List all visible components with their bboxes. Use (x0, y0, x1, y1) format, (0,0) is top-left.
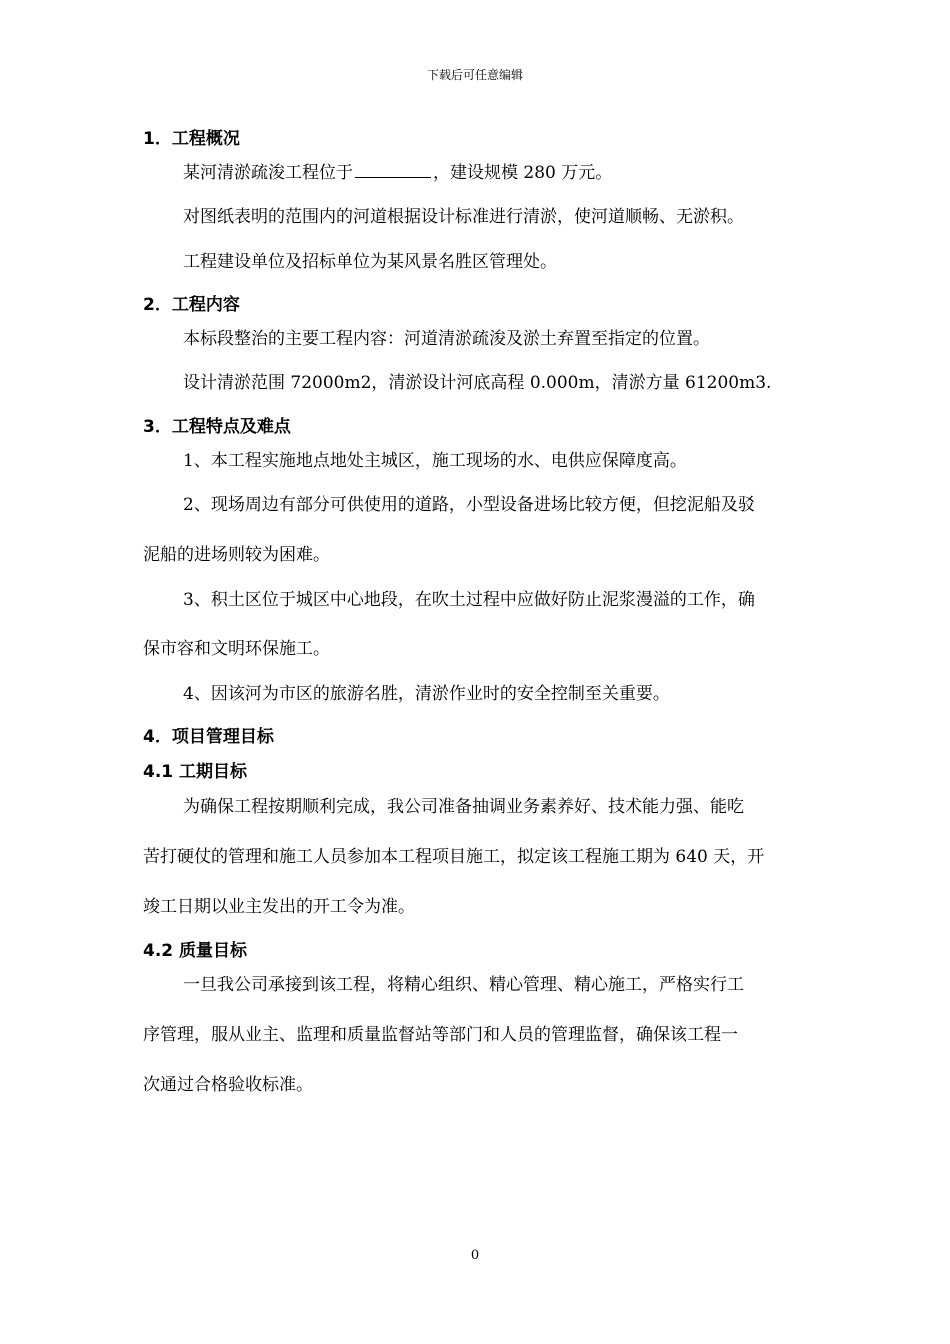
list-item: 3、积土区位于城区中心地段，在吹土过程中应做好防止泥浆漫溢的工作，确 (183, 590, 755, 610)
scale-text: ，建设规模 280 万元。 (433, 163, 613, 183)
section-4-heading: 4．项目管理目标 (143, 727, 274, 747)
list-item-continuation: 保市容和文明环保施工。 (143, 639, 330, 659)
location-text: 某河清淤疏浚工程位于 (183, 163, 353, 183)
section-2-heading: 2．工程内容 (143, 295, 240, 315)
paragraph: 对图纸表明的范围内的河道根据设计标准进行清淤，使河道顺畅、无淤积。 (183, 207, 744, 227)
list-item-continuation: 泥船的进场则较为困难。 (143, 545, 330, 565)
list-item: 4、因该河为市区的旅游名胜，清淤作业时的安全控制至关重要。 (183, 684, 670, 704)
section-3-heading: 3．工程特点及难点 (143, 417, 291, 437)
paragraph (183, 162, 612, 184)
paragraph: 工程建设单位及招标单位为某风景名胜区管理处。 (183, 252, 557, 272)
blank-line (355, 163, 431, 178)
paragraph: 本标段整治的主要工程内容：河道清淤疏浚及淤土弃置至指定的位置。 (183, 329, 710, 349)
section-4-1-heading: 4.1 工期目标 (143, 762, 248, 782)
paragraph-continuation: 苦打硬仗的管理和施工人员参加本工程项目施工，拟定该工程施工期为 640 天，开 (143, 847, 765, 867)
paragraph-continuation: 竣工日期以业主发出的开工令为准。 (143, 897, 415, 917)
paragraph-continuation: 次通过合格验收标准。 (143, 1075, 313, 1095)
list-item: 1、本工程实施地点地处主城区，施工现场的水、电供应保障度高。 (183, 451, 687, 471)
page-number: 0 (470, 1248, 480, 1263)
list-item: 2、现场周边有部分可供使用的道路，小型设备进场比较方便，但挖泥船及驳 (183, 495, 755, 515)
paragraph-continuation: 序管理，服从业主、监理和质量监督站等部门和人员的管理监督，确保该工程一 (143, 1025, 738, 1045)
paragraph: 设计清淤范围 72000m2，清淤设计河底高程 0.000m，清淤方量 61200m3. (183, 373, 772, 393)
paragraph: 一旦我公司承接到该工程，将精心组织、精心管理、精心施工，严格实行工 (183, 975, 744, 995)
section-1-heading: 1．工程概况 (143, 129, 240, 149)
paragraph: 为确保工程按期顺利完成，我公司准备抽调业务素养好、技术能力强、能吃 (183, 797, 744, 817)
section-4-2-heading: 4.2 质量目标 (143, 941, 248, 961)
page-header: 下载后可任意编辑 (426, 68, 523, 82)
